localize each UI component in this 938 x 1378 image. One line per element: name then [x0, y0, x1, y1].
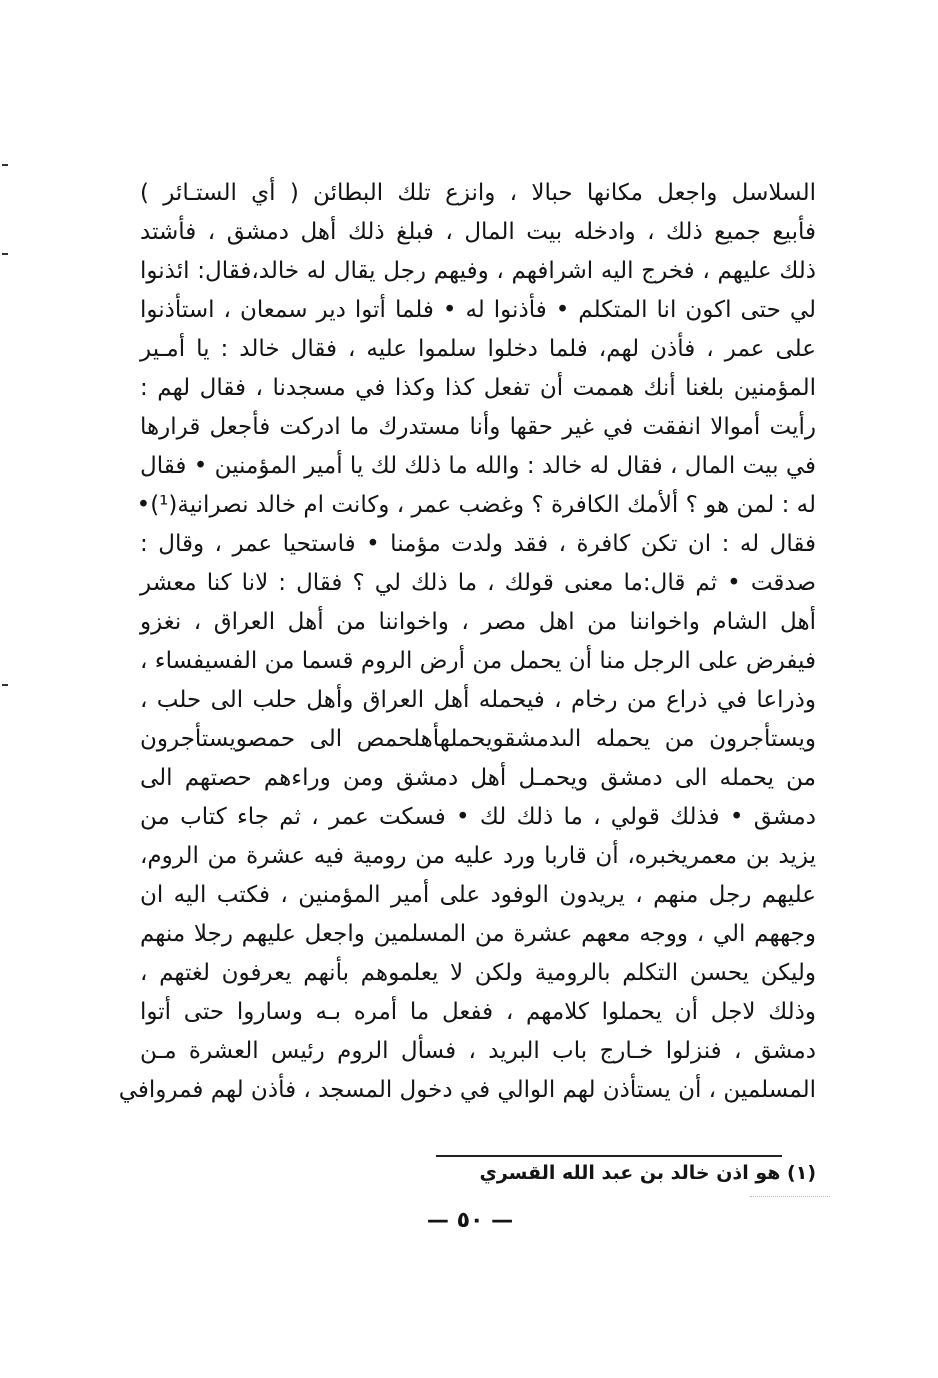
text-line: صدقت • ثم قال:ما معنى قولك ، ما ذلك لي ؟ فقال : لانا كنا معشر — [140, 570, 816, 596]
text-line: السلاسل واجعل مكانها حبالا ، وانزع تلك البطائن ( أي الستـائر ) — [140, 180, 816, 206]
text-line: أهل الشام واخواننا من اهل مصر ، واخواننا من أهل العراق ، نغزو — [140, 609, 816, 635]
text-line: فأبيع جميع ذلك ، وادخله بيت المال ، فبلغ ذلك أهل دمشق ، فأشتد — [140, 219, 816, 245]
scan-margin-mark — [2, 164, 8, 166]
text-line: في بيت المال ، فقال له خالد : والله ما ذلك لك يا أمير المؤمنين • فقال — [140, 453, 816, 479]
footnote: (١) هو اذن خالد بن عبد الله القسري — [479, 1162, 816, 1184]
text-line: المؤمنين بلغنا أنك هممت أن تفعل كذا وكذا في مسجدنا ، فقال لهم : — [140, 375, 816, 401]
text-line: فيفرض على الرجل منا أن يحمل من أرض الروم قسما من الفسيفساء ، — [140, 648, 816, 674]
text-line: من يحمله الى دمشق ويحمـل أهل دمشق ومن وراءهم حصتهم الى — [140, 765, 816, 791]
page-number: — ٥٠ — — [426, 1208, 514, 1233]
text-line: عليهم رجل منهم ، يريدون الوفود على أمير المؤمنين ، فكتب اليه ان — [140, 882, 816, 908]
text-line: دمشق ، فنزلوا خـارج باب البريد ، فسأل الروم رئيس العشرة مـن — [140, 1038, 816, 1064]
text-line: وليكن يحسن التكلم بالرومية ولكن لا يعلموهم بأنهم يعرفون لغتهم ، — [140, 960, 816, 986]
text-line: ويستأجرون من يحمله الىدمشقويحملهأهلحمص الى حمصويستأجرون — [140, 726, 816, 752]
text-line: فقال له : ان تكن كافرة ، فقد ولدت مؤمنا • فاستحيا عمر ، وقال : — [140, 531, 816, 557]
text-line: وذراعا في ذراع من رخام ، فيحمله أهل العراق وأهل حلب الى حلب ، — [140, 687, 816, 713]
text-line: لي حتى اكون انا المتكلم • فأذنوا له • فلما أتوا دير سمعان ، استأذنوا — [140, 297, 816, 323]
scan-margin-mark — [2, 684, 8, 686]
footnote-divider — [436, 1155, 782, 1157]
text-line: دمشق • فذلك قولي ، ما ذلك لك • فسكت عمر ، ثم جاء كتاب من — [140, 804, 816, 830]
scan-artifact-dots — [750, 1196, 830, 1197]
text-line: المسلمين ، أن يستأذن لهم الوالي في دخول المسجد ، فأذن لهم فمروافي — [118, 1077, 816, 1103]
text-line: على عمر ، فأذن لهم، فلما دخلوا سلموا عليه ، فقال خالد : يا أمـير — [140, 336, 816, 362]
scan-margin-mark — [2, 253, 8, 255]
text-line: وجههم الي ، ووجه معهم عشرة من المسلمين واجعل عليهم رجلا منهم — [140, 921, 816, 947]
main-text-block — [118, 174, 816, 1110]
text-line: ذلك عليهم ، فخرج اليه اشرافهم ، وفيهم رجل يقال له خالد،فقال: ائذنوا — [140, 258, 816, 284]
text-line: يزيد بن معمريخبره، أن قاربا ورد عليه من رومية فيه عشرة من الروم، — [140, 843, 816, 869]
text-line: له : لمن هو ؟ ألأمك الكافرة ؟ وغضب عمر ، وكانت ام خالد نصرانية(¹)• — [136, 492, 816, 518]
text-line: وذلك لاجل أن يحملوا كلامهم ، ففعل ما أمره بـه وساروا حتى أتوا — [140, 999, 816, 1025]
text-line: رأيت أموالا انفقت في غير حقها وأنا مستدرك ما ادركت فأجعل قرارها — [140, 414, 816, 440]
